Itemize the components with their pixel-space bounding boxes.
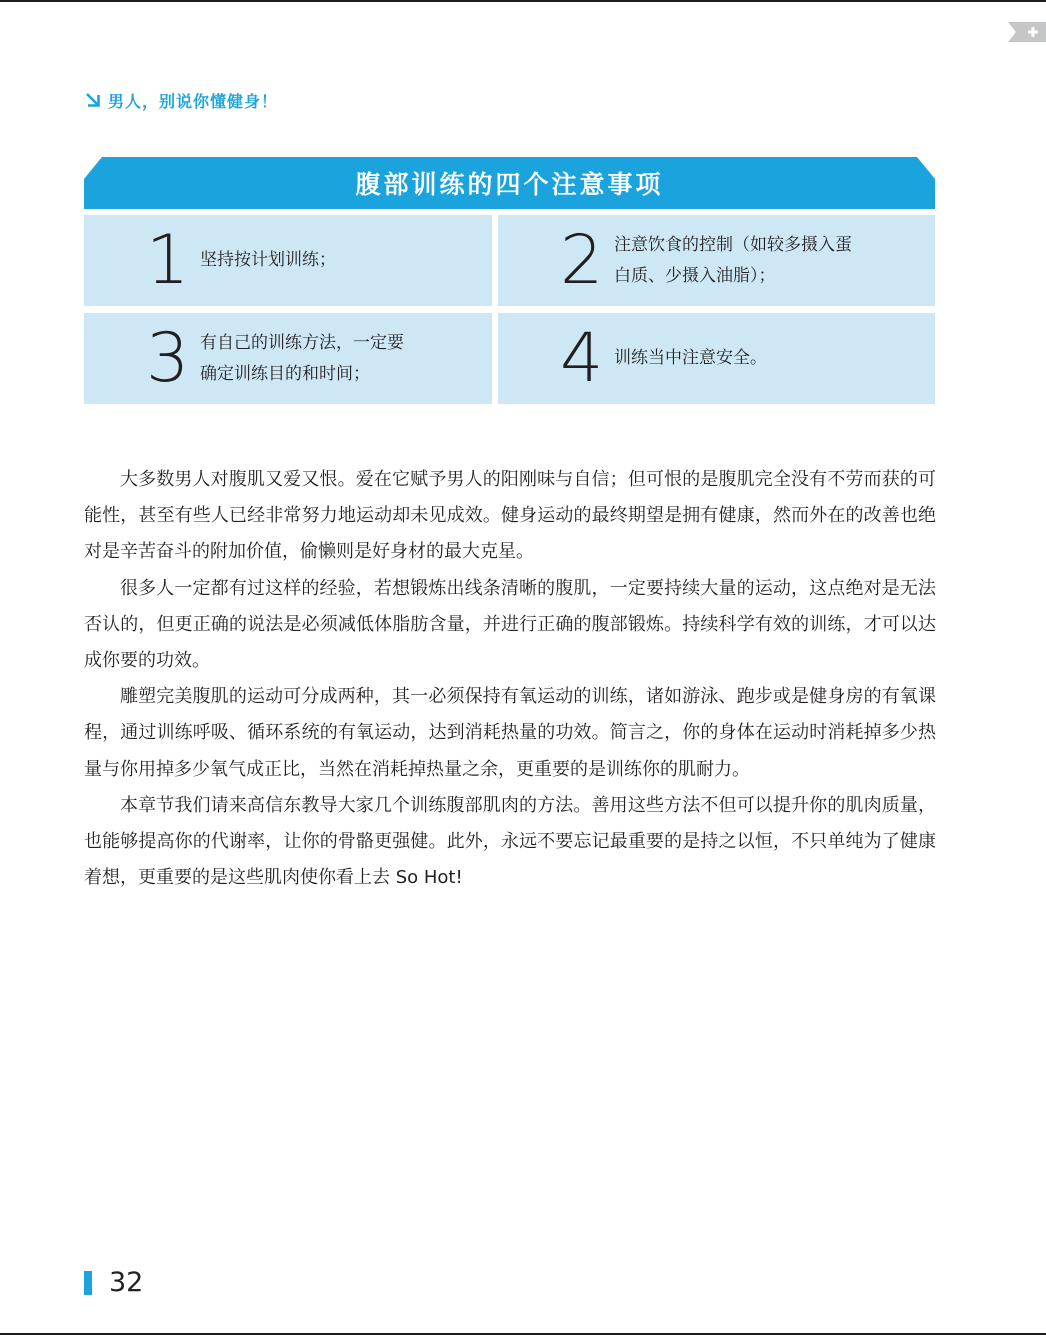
- plus-tab-icon: [1008, 22, 1046, 42]
- tip-card-3: [84, 313, 492, 404]
- tip-text: 注意饮食的控制（如较多摄入蛋白质、少摄入油脂）；: [614, 234, 852, 286]
- page-number-bar: [84, 1271, 92, 1295]
- tip-card-4: [498, 313, 935, 404]
- running-header: [84, 89, 278, 111]
- paragraph: 本章节我们请来高信东教导大家几个训练腹部肌肉的方法。善用这些方法不但可以提升你的肌肉质量，也能够提高你的代谢率，让你的骨骼更强健。此外，永远不要忘记最重要的是持之以恒，不只单纯为了健康着想，更重要的是这些肌肉使你看上去 So Hot!: [84, 794, 936, 889]
- paragraph: 雕塑完美腹肌的运动可分成两种，其一必须保持有氧运动的训练，诸如游泳、跑步或是健身房的有氧课程，通过训练呼吸、循环系统的有氧运动，达到消耗热量的功效。简言之，你的身体在运动时消耗掉多少热量与你用掉多少氧气成正比，当然在消耗掉热量之余，更重要的是训练你的肌耐力。: [84, 686, 936, 780]
- tip-number: 4: [560, 318, 604, 398]
- tip-text: 坚持按计划训练；: [200, 250, 336, 270]
- running-title: 男人，别说你懂健身！: [108, 91, 279, 111]
- tip-text: 训练当中注意安全。: [614, 348, 767, 368]
- tip-text: 有自己的训练方法，一定要确定训练目的和时间；: [200, 332, 404, 384]
- tip-card-1: [84, 215, 492, 306]
- article-body: [84, 462, 936, 896]
- page-number: 32: [109, 1267, 144, 1298]
- paragraph: 大多数男人对腹肌又爱又恨。爱在它赋予男人的阳刚味与自信；但可恨的是腹肌完全没有不劳而获的可能性，甚至有些人已经非常努力地运动却未见成效。健身运动的最终期望是拥有健康，然而外在的改善也绝对是辛苦奋斗的附加价值，偷懒则是好身材的最大克星。: [84, 469, 936, 563]
- tip-card-2: [498, 215, 935, 306]
- tip-number: 2: [560, 220, 604, 300]
- tip-number: 1: [146, 220, 190, 300]
- top-rule: [0, 0, 1046, 2]
- tip-number: 3: [146, 318, 190, 398]
- bottom-rule: [0, 1333, 1046, 1335]
- arrow-down-right-icon: [84, 91, 102, 109]
- paragraph: 很多人一定都有过这样的经验，若想锻炼出线条清晰的腹肌，一定要持续大量的运动，这点绝对是无法否认的，但更正确的说法是必须减低体脂肪含量，并进行正确的腹部锻炼。持续科学有效的训练，才可以达成你要的功效。: [84, 577, 936, 672]
- tips-title: 腹部训练的四个注意事项: [355, 170, 664, 199]
